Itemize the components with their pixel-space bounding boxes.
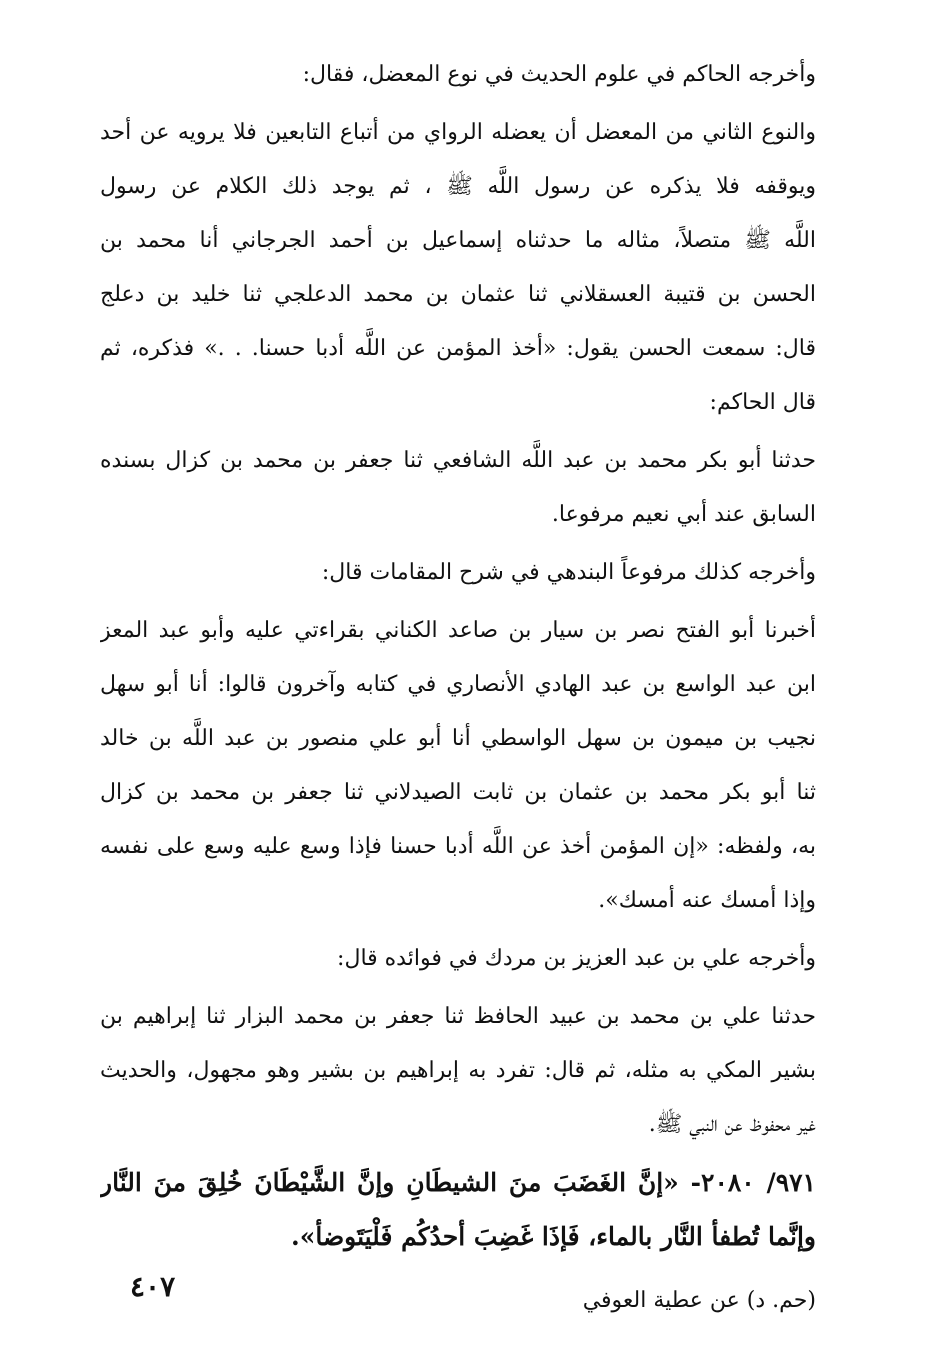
text-line: السابق عند أبي نعيم مرفوعا. [551, 502, 816, 527]
text-line: بشير المكي به مثله، ثم قال: تفرد به إبراهيم بن بشير وهو مجهول، والحديث [100, 1058, 816, 1083]
paragraph-bandahi-intro [100, 546, 816, 600]
page-number: ٤٠٧ [130, 1270, 176, 1303]
text-line: ثنا أبو بكر محمد بن عثمان بن ثابت الصيدلاني ثنا جعفر بن محمد بن كزال [100, 780, 816, 805]
text-line: وإذا أمسك عنه أمسك». [598, 888, 816, 913]
paragraph-hakim-quote [100, 106, 816, 430]
hadith-line: ٩٧١/ ٢٠٨٠- «إنَّ الغَضَبَ منَ الشيطَانِ وإنَّ الشَّيْطَانَ خُلِقَ منَ النَّار [100, 1168, 816, 1197]
text-line: ويوقفه فلا يذكره عن رسول اللَّه ﷺ ، ثم يوجد ذلك الكلام عن رسول [100, 174, 816, 199]
hadith-line: وإنَّما تُطفأ النَّار بالماء، فَإذَا غَضِبَ أحدُكُم فَلْيَتَوضأ». [291, 1222, 816, 1251]
text-line: حدثنا أبو بكر محمد بن عبد اللَّه الشافعي ثنا جعفر بن محمد بن كزال بسنده [100, 448, 816, 473]
paragraph-mardak-isnad [100, 990, 816, 1152]
page-body [100, 48, 816, 1332]
hadith-text [100, 1156, 816, 1264]
source-line: (حم. د) عن عطية العوفي [582, 1288, 816, 1313]
text-line: حدثنا علي بن محمد بن عبيد الحافظ ثنا جعفر بن محمد البزار ثنا إبراهيم بن [100, 1004, 816, 1029]
paragraph-bandahi-isnad [100, 604, 816, 928]
hadith-source [100, 1274, 816, 1328]
text-line: الحسن بن قتيبة العسقلاني ثنا عثمان بن محمد الدعلجي ثنا خليد بن دعلج [100, 282, 816, 307]
text-line: وأخرجه كذلك مرفوعاً البندهي في شرح المقامات قال: [321, 560, 816, 585]
text-line: به، ولفظه: «إن المؤمن أخذ عن اللَّه أدبا حسنا فإذا وسع عليه وسع على نفسه [100, 834, 816, 859]
paragraph-intro-hakim [100, 48, 816, 102]
text-line: وأخرجه الحاكم في علوم الحديث في نوع المعضل، فقال: [302, 62, 816, 87]
text-line: أخبرنا أبو الفتح نصر بن سيار بن صاعد الكناني بقراءتي عليه وأبو عبد المعز [100, 618, 816, 643]
text-line: قال: سمعت الحسن يقول: «أخذ المؤمن عن اللَّه أدبا حسنا. . .» فذكره، ثم [100, 336, 816, 361]
text-line: وأخرجه علي بن عبد العزيز بن مردك في فوائده قال: [337, 946, 816, 971]
text-line: غير محفوظ عن النبي ﷺ. [648, 1112, 816, 1137]
text-line: ابن عبد الواسع بن عبد الهادي الأنصاري في كتابه وآخرون قالوا: أنا أبو سهل [100, 672, 816, 697]
text-line: والنوع الثاني من المعضل أن يعضله الرواي من أتباع التابعين فلا يرويه عن أحد [100, 120, 816, 145]
text-line: نجيب بن ميمون بن سهل الواسطي أنا أبو علي منصور بن عبد اللَّه بن خالد [100, 726, 816, 751]
paragraph-hakim-isnad [100, 434, 816, 542]
text-line: قال الحاكم: [709, 390, 816, 415]
paragraph-mardak-intro [100, 932, 816, 986]
text-line: اللَّه ﷺ متصلاً، مثاله ما حدثناه إسماعيل بن أحمد الجرجاني أنا محمد بن [100, 228, 816, 253]
